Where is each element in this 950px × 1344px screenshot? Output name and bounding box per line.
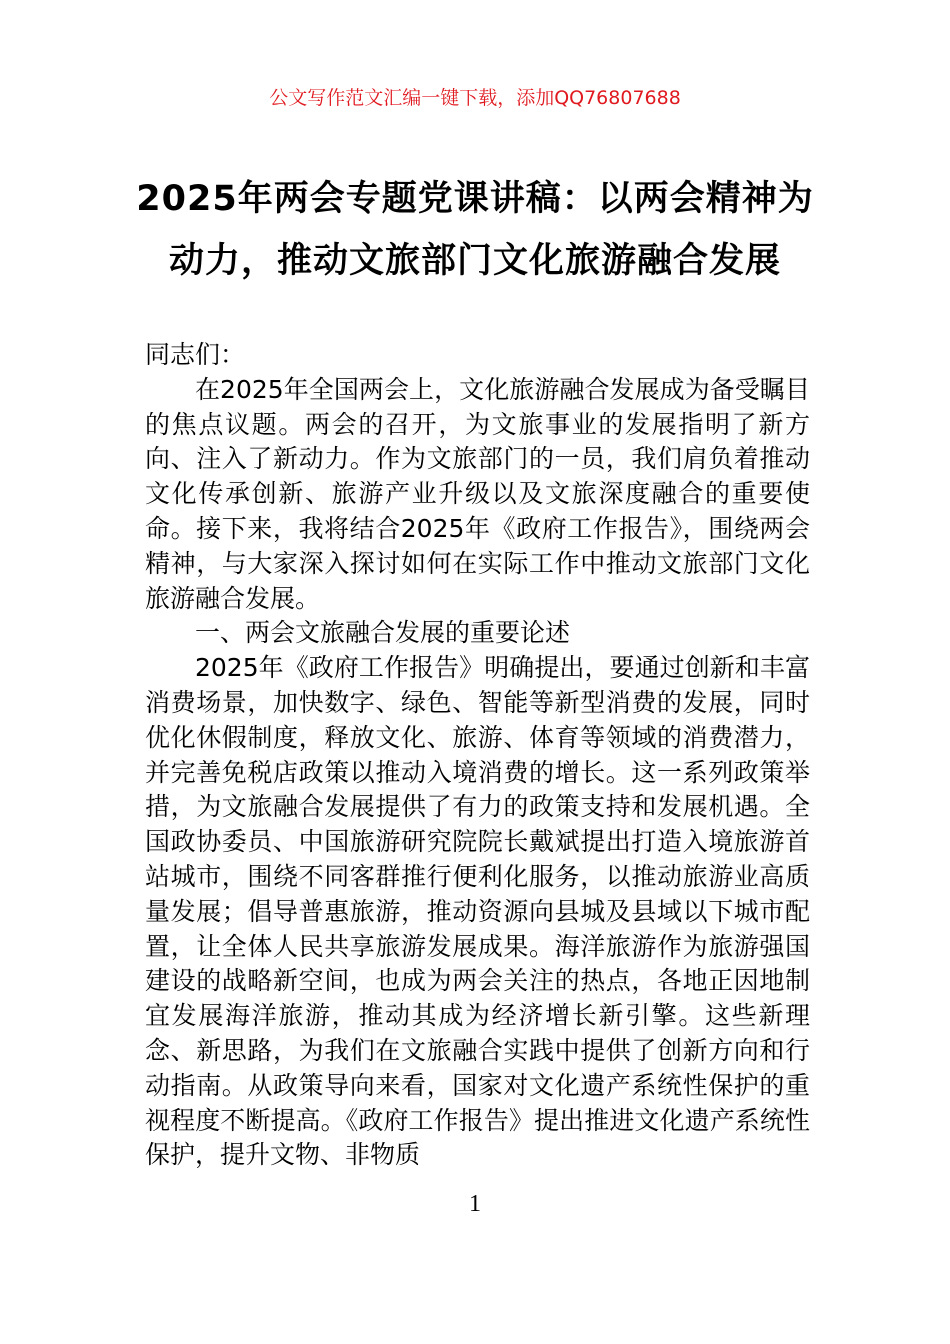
intro-paragraph: 在2025年全国两会上，文化旅游融合发展成为备受瞩目的焦点议题。两会的召开，为文旅事业的发展指明了新方向、注入了新动力。作为文旅部门的一员，我们肩负着推动文化传承创新、旅游产业升级以及文旅深度融合的重要使命。接下来，我将结合2025年《政府工作报告》，围绕两会精神，与大家深入探讨如何在实际工作中推动文旅部门文化旅游融合发展。	[145, 374, 810, 613]
section-heading-1: 一、两会文旅融合发展的重要论述	[195, 618, 571, 648]
document-title	[100, 168, 850, 292]
title-line-2: 动力，推动文旅部门文化旅游融合发展	[168, 241, 781, 281]
document-body	[145, 338, 810, 1173]
salutation: 同志们：	[145, 340, 246, 369]
download-promo-note: 公文写作范文汇编一键下载，添加QQ76807688	[269, 87, 681, 109]
title-line-1: 2025年两会专题党课讲稿：以两会精神为	[136, 179, 814, 219]
section-1-paragraph: 2025年《政府工作报告》明确提出，要通过创新和丰富消费场景，加快数字、绿色、智能等新型消费的发展，同时优化休假制度，释放文化、旅游、体育等领域的消费潜力，并完善免税店政策以推动入境消费的增长。这一系列政策举措，为文旅融合发展提供了有力的政策支持和发展机遇。全国政协委员、中国旅游研究院院长戴斌提出打造入境旅游首站城市，围绕不同客群推行便利化服务，以推动旅游业高质量发展；倡导普惠旅游，推动资源向县城及县域以下城市配置，让全体人民共享旅游发展成果。海洋旅游作为旅游强国建设的战略新空间，也成为两会关注的热点，各地正因地制宜发展海洋旅游，推动其成为经济增长新引擎。这些新理念、新思路，为我们在文旅融合实践中提供了创新方向和行动指南。从政策导向来看，国家对文化遗产系统性保护的重视程度不断提高。《政府工作报告》提出推进文化遗产系统性保护，提升文物、非物质	[145, 653, 810, 1170]
page-number: 1	[469, 1191, 481, 1217]
